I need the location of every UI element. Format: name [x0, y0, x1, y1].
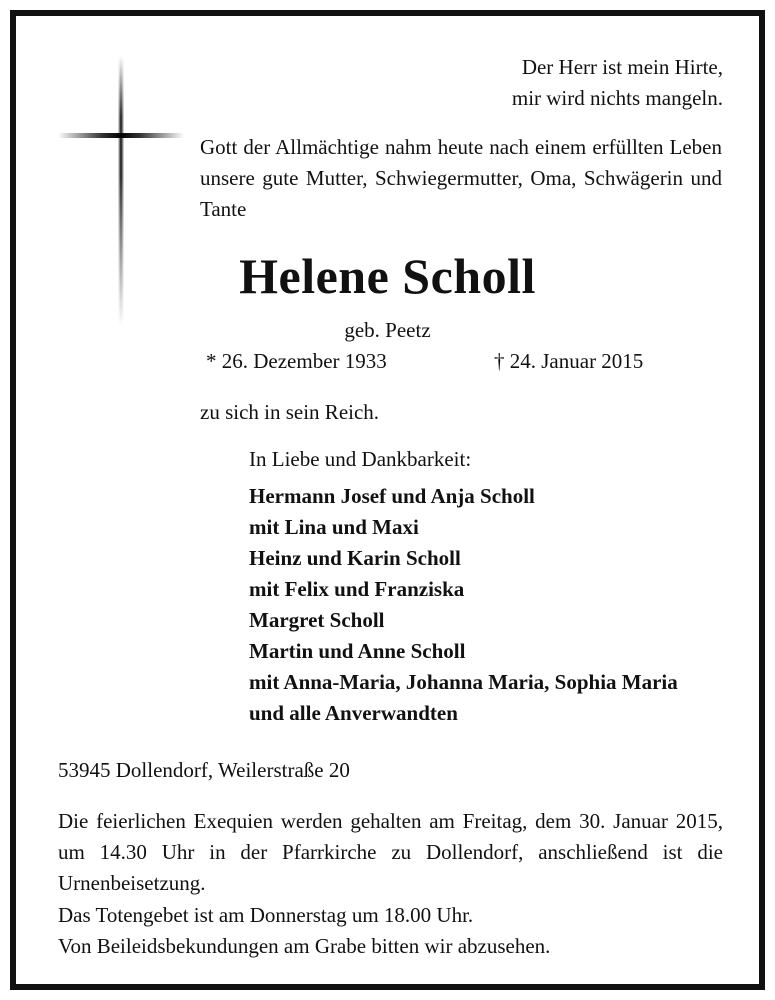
family-line: und alle Anverwandten [249, 701, 458, 725]
prayer-text: Das Totengebet ist am Donnerstag um 18.00 Uhr. [58, 903, 474, 927]
family-list [249, 481, 678, 729]
family-line: Martin und Anne Scholl [249, 639, 466, 663]
service-text: Die feierlichen Exequien werden gehalten am Freitag, dem 30. Januar 2015, um 14.30 Uhr in der Pfarrkirche zu Dollendorf, anschließend ist die Urnenbeisetzung. [58, 809, 723, 895]
address: 53945 Dollendorf, Weilerstraße 20 [58, 758, 350, 782]
closing-text: zu sich in sein Reich. [200, 400, 380, 424]
family-line: mit Felix und Franziska [249, 577, 465, 601]
intro-text: Gott der Allmächtige nahm heute nach einem erfüllten Leben unsere gute Mutter, Schwiegermutter, Oma, Schwägerin und Tante [200, 135, 722, 221]
death-date: † 24. Januar 2015 [494, 349, 644, 373]
obituary-notice [10, 10, 765, 990]
motto-line-1: Der Herr ist mein Hirte, [521, 55, 723, 79]
birth-date: * 26. Dezember 1933 [206, 349, 387, 373]
motto-line-2: mir wird nichts mangeln. [511, 86, 723, 110]
family-line: Hermann Josef und Anja Scholl [249, 484, 535, 508]
family-line: Heinz und Karin Scholl [249, 546, 461, 570]
deceased-name: Helene Scholl [239, 248, 536, 304]
family-line: Margret Scholl [249, 608, 385, 632]
maiden-name: geb. Peetz [344, 318, 431, 342]
family-line: mit Lina und Maxi [249, 515, 419, 539]
family-intro: In Liebe und Dankbarkeit: [249, 447, 472, 471]
family-line: mit Anna-Maria, Johanna Maria, Sophia Maria [249, 670, 678, 694]
condolence-text: Von Beileidsbekundungen am Grabe bitten wir abzusehen. [58, 934, 551, 958]
